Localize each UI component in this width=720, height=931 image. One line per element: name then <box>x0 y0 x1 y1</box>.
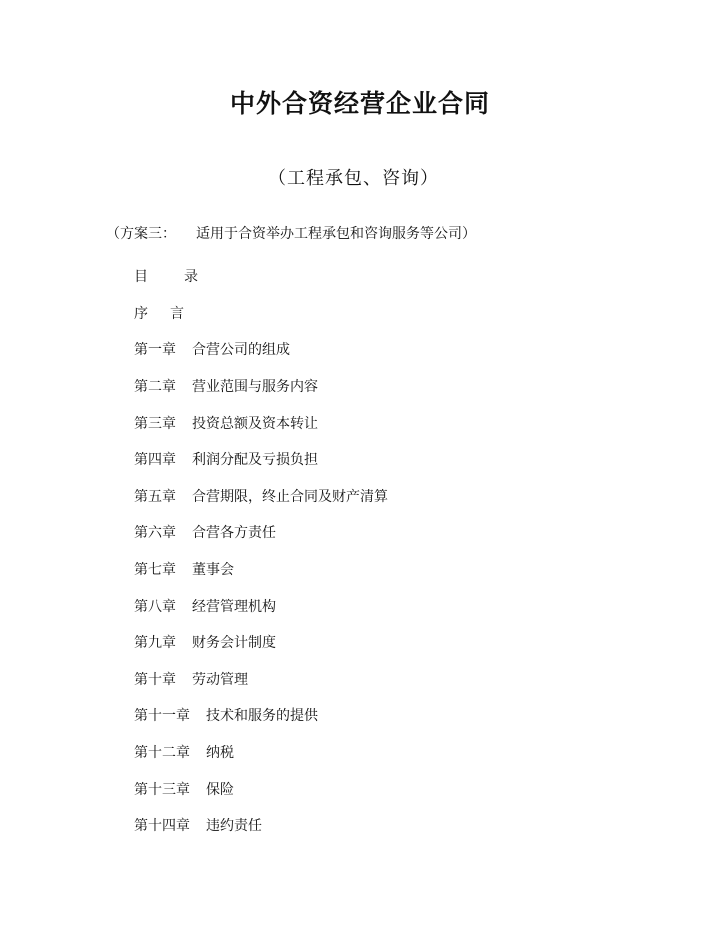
toc-chapter-item <box>134 404 388 441</box>
toc-chapter-item <box>134 697 388 734</box>
chapter-title: 纳税 <box>206 745 234 762</box>
toc-heading-char-1: 目 <box>134 269 148 286</box>
preface-char-2: 言 <box>170 305 184 322</box>
toc-chapter-item <box>134 734 388 771</box>
chapter-number: 第十一章 <box>134 708 190 725</box>
toc-chapter-item <box>134 368 388 405</box>
toc-chapter-item <box>134 441 388 478</box>
chapter-number: 第四章 <box>134 452 176 469</box>
toc-chapter-item <box>134 551 388 588</box>
chapter-title: 经营管理机构 <box>192 598 276 615</box>
chapter-number: 第一章 <box>134 342 176 359</box>
chapter-title: 合营公司的组成 <box>192 342 290 359</box>
toc-chapter-item <box>134 478 388 515</box>
chapter-number: 第十章 <box>134 671 176 688</box>
toc-preface <box>134 295 388 332</box>
chapter-title: 合营期限，终止合同及财产清算 <box>192 488 388 505</box>
toc-chapter-item <box>134 587 388 624</box>
toc-chapter-item <box>134 514 388 551</box>
table-of-contents <box>134 258 388 844</box>
chapter-title: 投资总额及资本转让 <box>192 415 318 432</box>
document-title: 中外合资经营企业合同 <box>229 89 490 118</box>
chapter-title: 保险 <box>206 781 234 798</box>
scheme-label: （方案三： <box>106 226 176 242</box>
chapter-number: 第七章 <box>134 562 176 579</box>
chapter-number: 第十二章 <box>134 745 190 762</box>
toc-heading-char-2: 录 <box>184 269 198 286</box>
toc-heading <box>134 258 388 295</box>
chapter-number: 第六章 <box>134 525 176 542</box>
chapter-title: 财务会计制度 <box>192 635 276 652</box>
chapter-number: 第九章 <box>134 635 176 652</box>
chapter-title: 违约责任 <box>206 818 262 835</box>
chapter-title: 董事会 <box>192 562 234 579</box>
toc-chapter-item <box>134 807 388 844</box>
chapter-title: 技术和服务的提供 <box>206 708 318 725</box>
toc-chapter-item <box>134 331 388 368</box>
document-subtitle: （工程承包、咨询） <box>268 168 439 189</box>
chapter-title: 利润分配及亏损负担 <box>192 452 318 469</box>
chapter-number: 第八章 <box>134 598 176 615</box>
scheme-line <box>106 223 476 243</box>
preface-char-1: 序 <box>134 305 148 322</box>
toc-chapter-item <box>134 770 388 807</box>
chapter-title: 合营各方责任 <box>192 525 276 542</box>
chapter-number: 第十四章 <box>134 818 190 835</box>
toc-chapter-item <box>134 661 388 698</box>
chapter-number: 第三章 <box>134 415 176 432</box>
chapter-title: 营业范围与服务内容 <box>192 379 318 396</box>
toc-chapter-item <box>134 624 388 661</box>
scheme-description: 适用于合资举办工程承包和咨询服务等公司） <box>196 226 476 242</box>
chapter-number: 第五章 <box>134 488 176 505</box>
chapter-title: 劳动管理 <box>192 671 248 688</box>
chapter-number: 第十三章 <box>134 781 190 798</box>
chapter-number: 第二章 <box>134 379 176 396</box>
